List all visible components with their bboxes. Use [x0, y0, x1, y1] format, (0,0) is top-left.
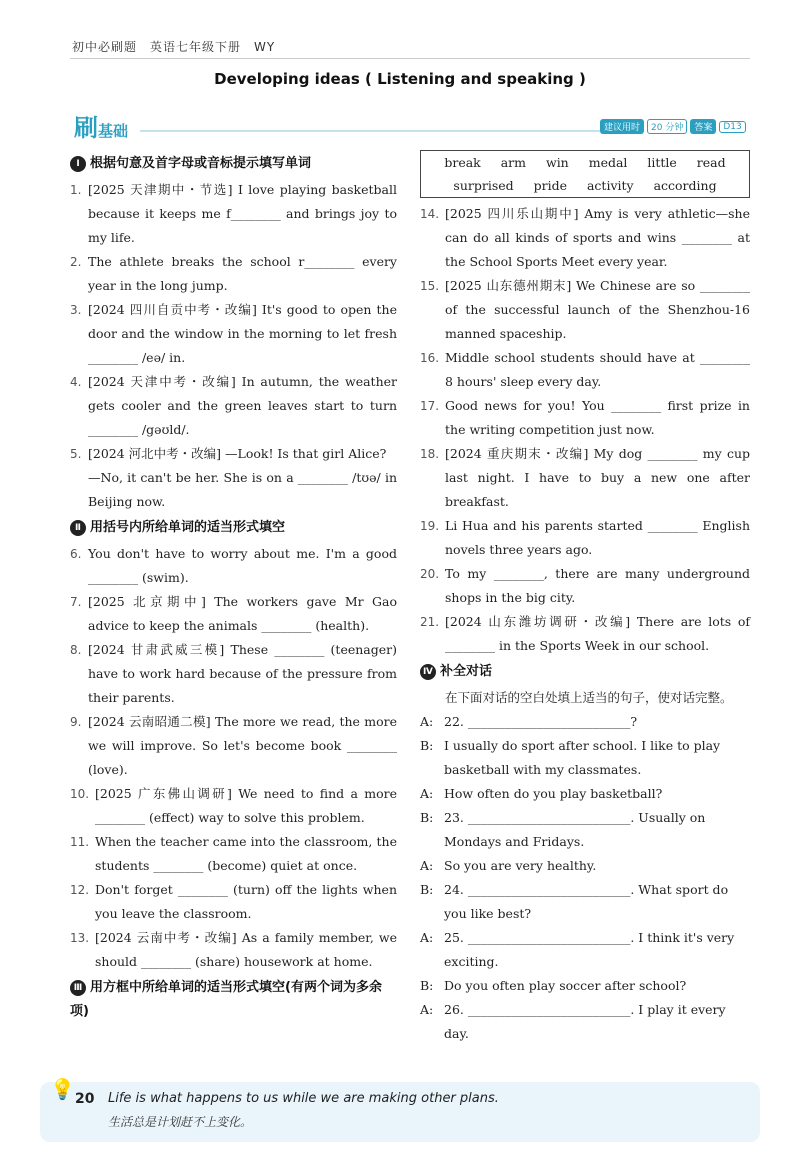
question: 1. [2025 天津期中・节选] I love playing basketball because it keeps me f________ and brings joy to my life. [70, 182, 397, 245]
question: 20. To my ________, there are many underground shops in the big city. [420, 566, 750, 605]
question: 19. Li Hua and his parents started ________ English novels three years ago. [420, 518, 750, 557]
answer-page: D13 [719, 121, 745, 133]
brand-small: 基础 [98, 122, 129, 140]
question: 14. [2025 四川乐山期中] Amy is very athletic—she can do all kinds of sports and wins ________ at the School Sports Meet every year. [420, 206, 750, 269]
question: 17. Good news for you! You ________ first prize in the writing competition just now. [420, 398, 750, 437]
question: 12. Don't forget ________ (turn) off the lights when you leave the classroom. [70, 882, 397, 921]
question: 11. When the teacher came into the classroom, the students ________ (become) quiet at once. [70, 834, 397, 873]
question: 4. [2024 天津中考・改编] In autumn, the weather gets cooler and the green leaves start to turn ________ /gəʊld/. [70, 374, 397, 437]
question: 8. [2024 甘肃武威三模] These ________ (teenager) have to work hard because of the pressure from their parents. [70, 642, 397, 705]
left-column [70, 150, 397, 1026]
question: 3. [2024 四川自贡中考・改编] It's good to open the door and the window in the morning to let fresh ________ /eə/ in. [70, 302, 397, 365]
question: 5. [2024 河北中考・改编] —Look! Is that girl Alice? [70, 446, 387, 461]
page-header: 初中必刷题 英语七年级下册 WY [72, 40, 276, 54]
question: 21. [2024 山东潍坊调研・改编] There are lots of ________ in the Sports Week in our school. [420, 614, 750, 653]
time-value: 20 分钟 [647, 119, 687, 134]
section-number: Ⅲ [70, 980, 86, 996]
section-number: Ⅱ [70, 520, 86, 536]
question: 6. You don't have to worry about me. I'm a good ________ (swim). [70, 546, 397, 585]
dialogue-line: B: I usually do sport after school. I like to play basketball with my classmates. [420, 738, 721, 777]
question: 18. [2024 重庆期末・改编] My dog ________ my cup last night. I have to buy a new one after breakfast. [420, 446, 750, 509]
dialogue-line: B: 23. __________________________. Usually on Mondays and Fridays. [420, 810, 706, 849]
word-box-row: break arm win medal little read [444, 155, 726, 170]
footer-quote-cn: 生活总是计划赶不上变化。 [108, 1115, 253, 1129]
section-heading: Ⅳ 补全对话 [420, 660, 750, 684]
page-number: 20 [75, 1091, 95, 1107]
question: 15. [2025 山东德州期末] We Chinese are so ________ of the successful launch of the Shenzhou-16 manned spaceship. [420, 278, 750, 341]
dialogue-line: A: 25. __________________________. I think it's very exciting. [420, 930, 735, 969]
brand-big: 刷 [74, 114, 98, 142]
time-label: 建议用时 [600, 119, 644, 134]
section-number: Ⅳ [420, 664, 436, 680]
meta-info [600, 119, 746, 134]
question: 2. The athlete breaks the school r________ every year in the long jump. [70, 254, 397, 293]
dialogue-line: B: Do you often play soccer after school? [420, 978, 687, 993]
dialogue-line: B: 24. __________________________. What sport do you like best? [420, 882, 729, 921]
question: 10. [2025 广东佛山调研] We need to find a more ________ (effect) way to solve this problem. [70, 786, 397, 825]
question: 9. [2024 云南昭通二模] The more we read, the more we will improve. So let's become book ________ (love). [70, 714, 397, 777]
section-heading: Ⅰ 根据句意及首字母或音标提示填写单词 [70, 152, 397, 176]
dialogue-line: A: How often do you play basketball? [420, 786, 663, 801]
header-divider [70, 58, 750, 59]
section-number: Ⅰ [70, 156, 86, 172]
question-continued: —No, it can't be her. She is on a ________ /tʊə/ in Beijing now. [88, 470, 397, 509]
section-heading: Ⅲ 用方框中所给单词的适当形式填空(有两个词为多余项) [70, 980, 382, 1019]
dialogue-line: A: 22. __________________________? [420, 714, 638, 729]
page-title: Developing ideas ( Listening and speaking ) [214, 70, 586, 88]
question: 7. [2025 北京期中] The workers gave Mr Gao advice to keep the animals ________ (health). [70, 594, 397, 633]
brand-divider [140, 130, 600, 132]
dialogue-line: A: 26. __________________________. I play it every day. [420, 1002, 726, 1041]
lightbulb-icon: 💡 [50, 1077, 75, 1101]
right-column [420, 150, 750, 1046]
dialogue-intro: 在下面对话的空白处填上适当的句子，使对话完整。 [445, 690, 733, 705]
dialogue-line: A: So you are very healthy. [420, 858, 597, 873]
brand-label [74, 108, 128, 143]
section-heading: Ⅱ 用括号内所给单词的适当形式填空 [70, 516, 397, 540]
footer-quote-en: Life is what happens to us while we are making other plans. [108, 1091, 499, 1106]
word-box [420, 150, 750, 198]
question: 16. Middle school students should have at ________ 8 hours' sleep every day. [420, 350, 750, 389]
word-box-row: surprised pride activity according [453, 178, 717, 193]
answer-label: 答案 [690, 119, 716, 134]
question: 13. [2024 云南中考・改编] As a family member, we should ________ (share) housework at home. [70, 930, 397, 969]
